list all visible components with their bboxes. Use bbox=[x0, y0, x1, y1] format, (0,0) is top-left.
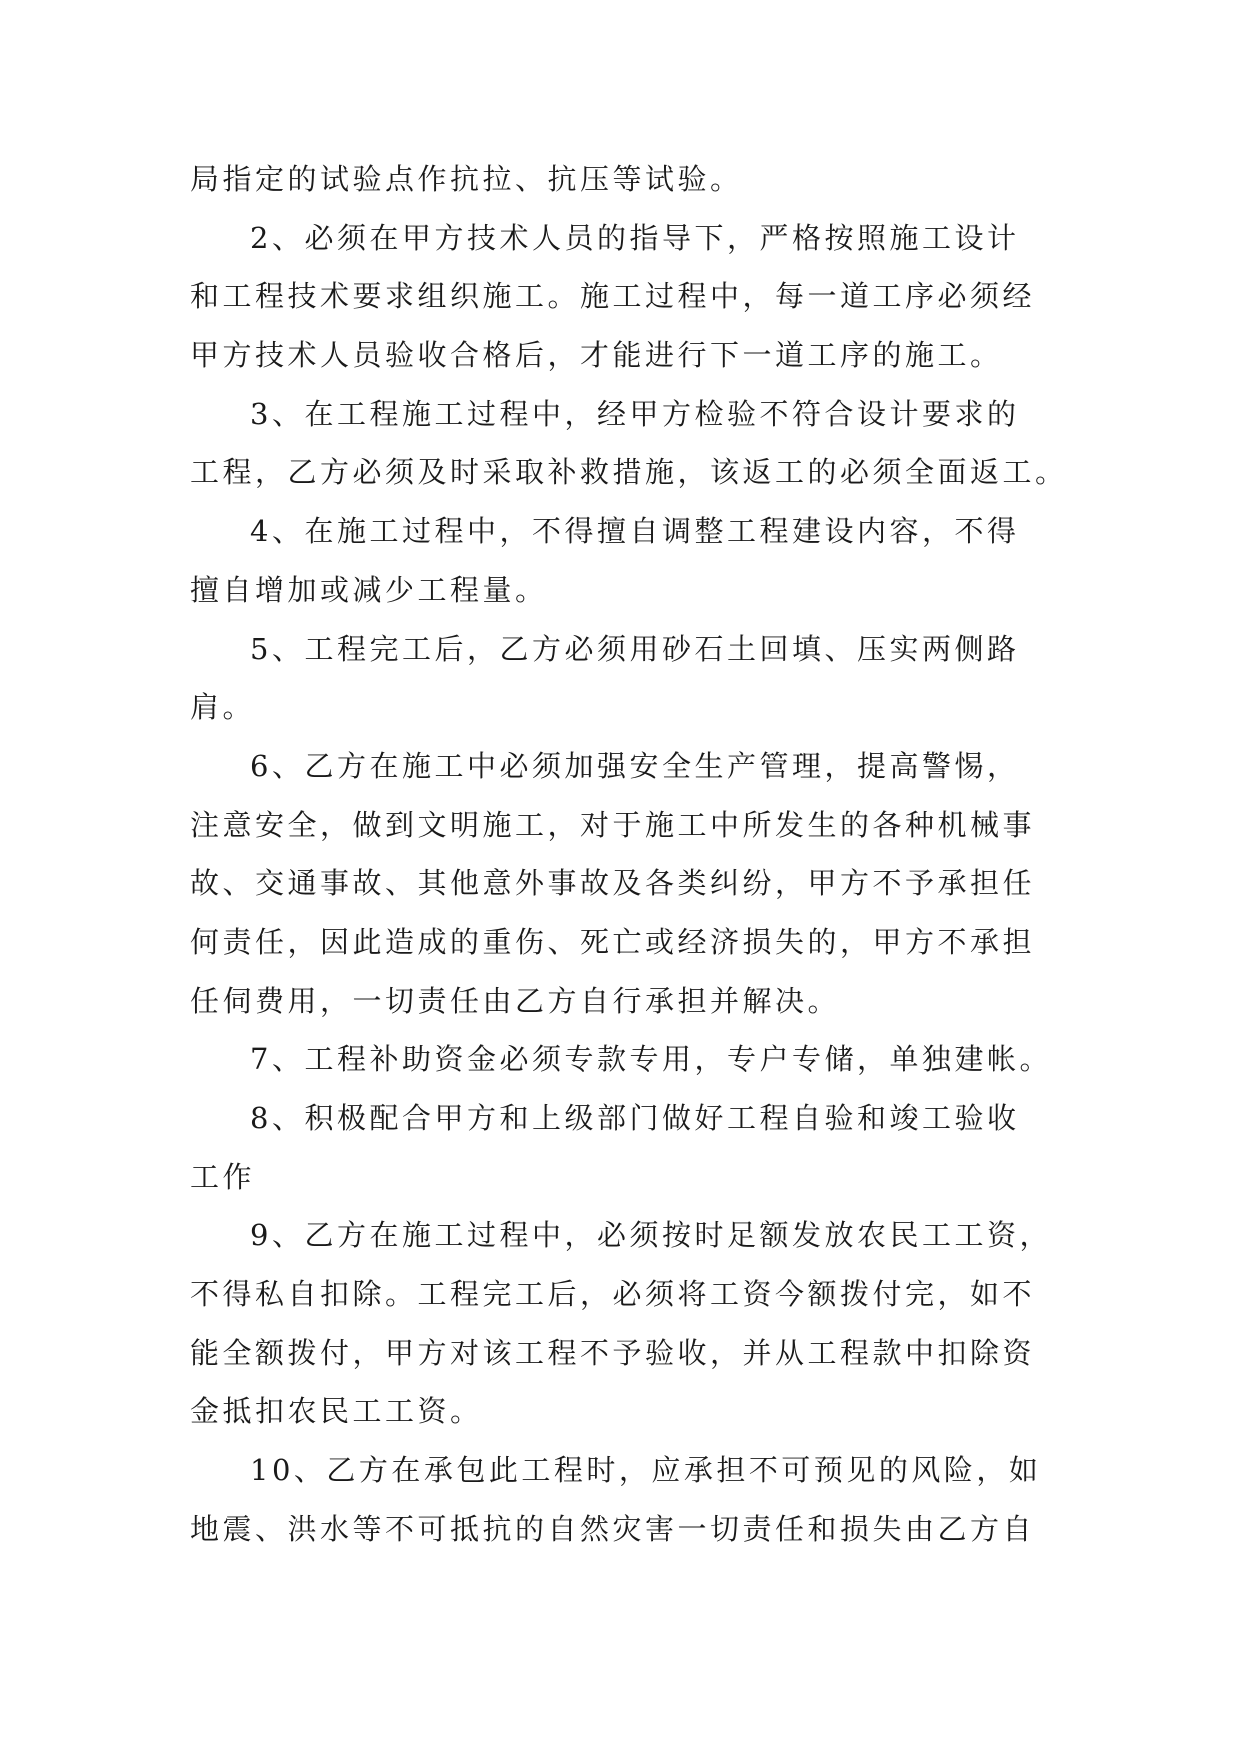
text-line: 和工程技术要求组织施工。施工过程中，每一道工序必须经 bbox=[190, 279, 1036, 314]
text-line: 2、必须在甲方技术人员的指导下，严格按照施工设计 bbox=[250, 220, 1020, 255]
text-line: 7、工程补助资金必须专款专用，专户专储，单独建帐。 bbox=[250, 1042, 1052, 1077]
text-line: 地震、洪水等不可抵抗的自然灾害一切责任和损失由乙方自 bbox=[190, 1511, 1036, 1546]
text-line: 不得私自扣除。工程完工后，必须将工资今额拨付完，如不 bbox=[190, 1277, 1036, 1312]
text-line: 4、在施工过程中，不得擅自调整工程建设内容，不得 bbox=[250, 514, 1020, 549]
text-line: 甲方技术人员验收合格后，才能进行下一道工序的施工。 bbox=[190, 338, 1003, 373]
text-line: 金抵扣农民工工资。 bbox=[190, 1394, 483, 1429]
text-line: 工作 bbox=[190, 1159, 256, 1194]
text-line: 注意安全，做到文明施工，对于施工中所发生的各种机械事 bbox=[190, 807, 1036, 842]
document-body bbox=[190, 150, 1068, 1559]
text-line: 6、乙方在施工中必须加强安全生产管理，提高警惕， bbox=[250, 748, 1020, 783]
text-line: 3、在工程施工过程中，经甲方检验不符合设计要求的 bbox=[250, 396, 1020, 431]
text-line: 工程，乙方必须及时采取补救措施，该返工的必须全面返工。 bbox=[190, 455, 1068, 490]
text-line: 能全额拨付，甲方对该工程不予验收，并从工程款中扣除资 bbox=[190, 1335, 1036, 1370]
text-line: 何责任，因此造成的重伤、死亡或经济损失的，甲方不承担 bbox=[190, 924, 1036, 959]
text-line: 9、乙方在施工过程中，必须按时足额发放农民工工资， bbox=[250, 1218, 1052, 1253]
text-line: 故、交通事故、其他意外事故及各类纠纷，甲方不予承担任 bbox=[190, 866, 1036, 901]
text-line: 肩。 bbox=[190, 690, 256, 725]
text-line: 5、工程完工后，乙方必须用砂石土回填、压实两侧路 bbox=[250, 631, 1020, 666]
text-line: 任伺费用，一切责任由乙方自行承担并解决。 bbox=[190, 983, 841, 1018]
text-line: 8、积极配合甲方和上级部门做好工程自验和竣工验收 bbox=[250, 1101, 1020, 1135]
text-line: 局指定的试验点作抗拉、抗压等试验。 bbox=[190, 162, 743, 196]
text-line: 10、乙方在承包此工程时，应承担不可预见的风险，如 bbox=[250, 1453, 1042, 1488]
text-line: 擅自增加或减少工程量。 bbox=[190, 572, 548, 607]
